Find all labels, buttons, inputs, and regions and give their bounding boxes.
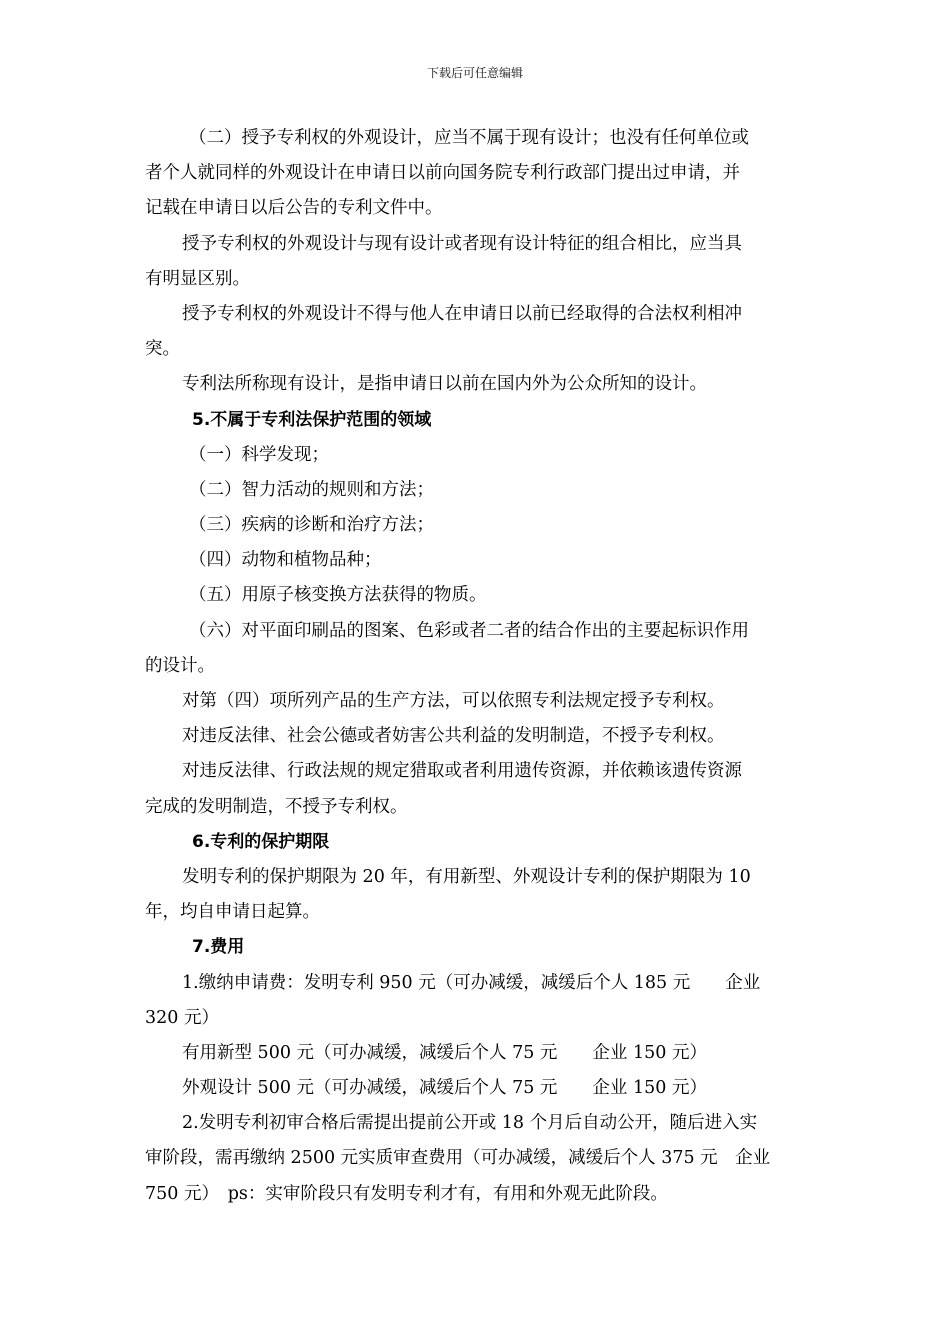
text-line: （二）授予专利权的外观设计，应当不属于现有设计；也没有任何单位或	[189, 128, 749, 148]
text-line: （一）科学发现；	[189, 444, 329, 465]
text-line: （二）智力活动的规则和方法；	[189, 479, 434, 500]
text-line: 年，均自申请日起算。	[145, 902, 320, 923]
text-line: 记载在申请日以后公告的专利文件中。	[145, 198, 443, 219]
document-body	[145, 121, 810, 1212]
text-line: 的设计。	[145, 655, 215, 676]
text-line: 750 元） ps：实审阶段只有发明专利才有，有用和外观无此阶段。	[145, 1183, 668, 1204]
text-line: 授予专利权的外观设计不得与他人在申请日以前已经取得的合法权利相冲	[182, 303, 742, 324]
text-line: 有明显区别。	[145, 268, 250, 289]
section-heading: 7.费用	[192, 937, 245, 958]
text-line: 对第（四）项所列产品的生产方法，可以依照专利法规定授予专利权。	[182, 691, 725, 711]
text-line: 突。	[145, 339, 180, 360]
text-line: （四）动物和植物品种；	[189, 550, 382, 571]
text-line: （三）疾病的诊断和治疗方法；	[189, 515, 434, 536]
text-line: 授予专利权的外观设计与现有设计或者现有设计特征的组合相比，应当具	[182, 233, 742, 254]
text-line: 1.缴纳申请费：发明专利 950 元（可办减缓，减缓后个人 185 元 企业	[182, 972, 761, 993]
text-line: 有用新型 500 元（可办减缓，减缓后个人 75 元 企业 150 元）	[182, 1042, 707, 1063]
text-line: 2.发明专利初审合格后需提出提前公开或 18 个月后自动公开，随后进入实	[182, 1113, 758, 1134]
section-heading: 6.专利的保护期限	[192, 831, 330, 852]
text-line: 对违反法律、社会公德或者妨害公共利益的发明制造，不授予专利权。	[182, 726, 725, 747]
text-line: （六）对平面印刷品的图案、色彩或者二者的结合作出的主要起标识作用	[189, 620, 749, 641]
text-line: （五）用原子核变换方法获得的物质。	[189, 585, 487, 606]
text-line: 者个人就同样的外观设计在申请日以前向国务院专利行政部门提出过申请，并	[145, 163, 740, 184]
text-line: 完成的发明制造，不授予专利权。	[145, 796, 408, 817]
text-line: 发明专利的保护期限为 20 年，有用新型、外观设计专利的保护期限为 10	[182, 866, 751, 887]
section-heading: 5.不属于专利法保护范围的领域	[192, 409, 432, 430]
text-line: 审阶段，需再缴纳 2500 元实质审查费用（可办减缓，减缓后个人 375 元 企业	[145, 1148, 771, 1169]
text-line: 外观设计 500 元（可办减缓，减缓后个人 75 元 企业 150 元）	[182, 1078, 707, 1099]
page-header: 下载后可任意编辑	[426, 66, 523, 80]
text-line: 320 元）	[145, 1007, 219, 1028]
text-line: 专利法所称现有设计，是指申请日以前在国内外为公众所知的设计。	[182, 374, 707, 395]
text-line: 对违反法律、行政法规的规定猎取或者利用遗传资源，并依赖该遗传资源	[182, 761, 742, 782]
